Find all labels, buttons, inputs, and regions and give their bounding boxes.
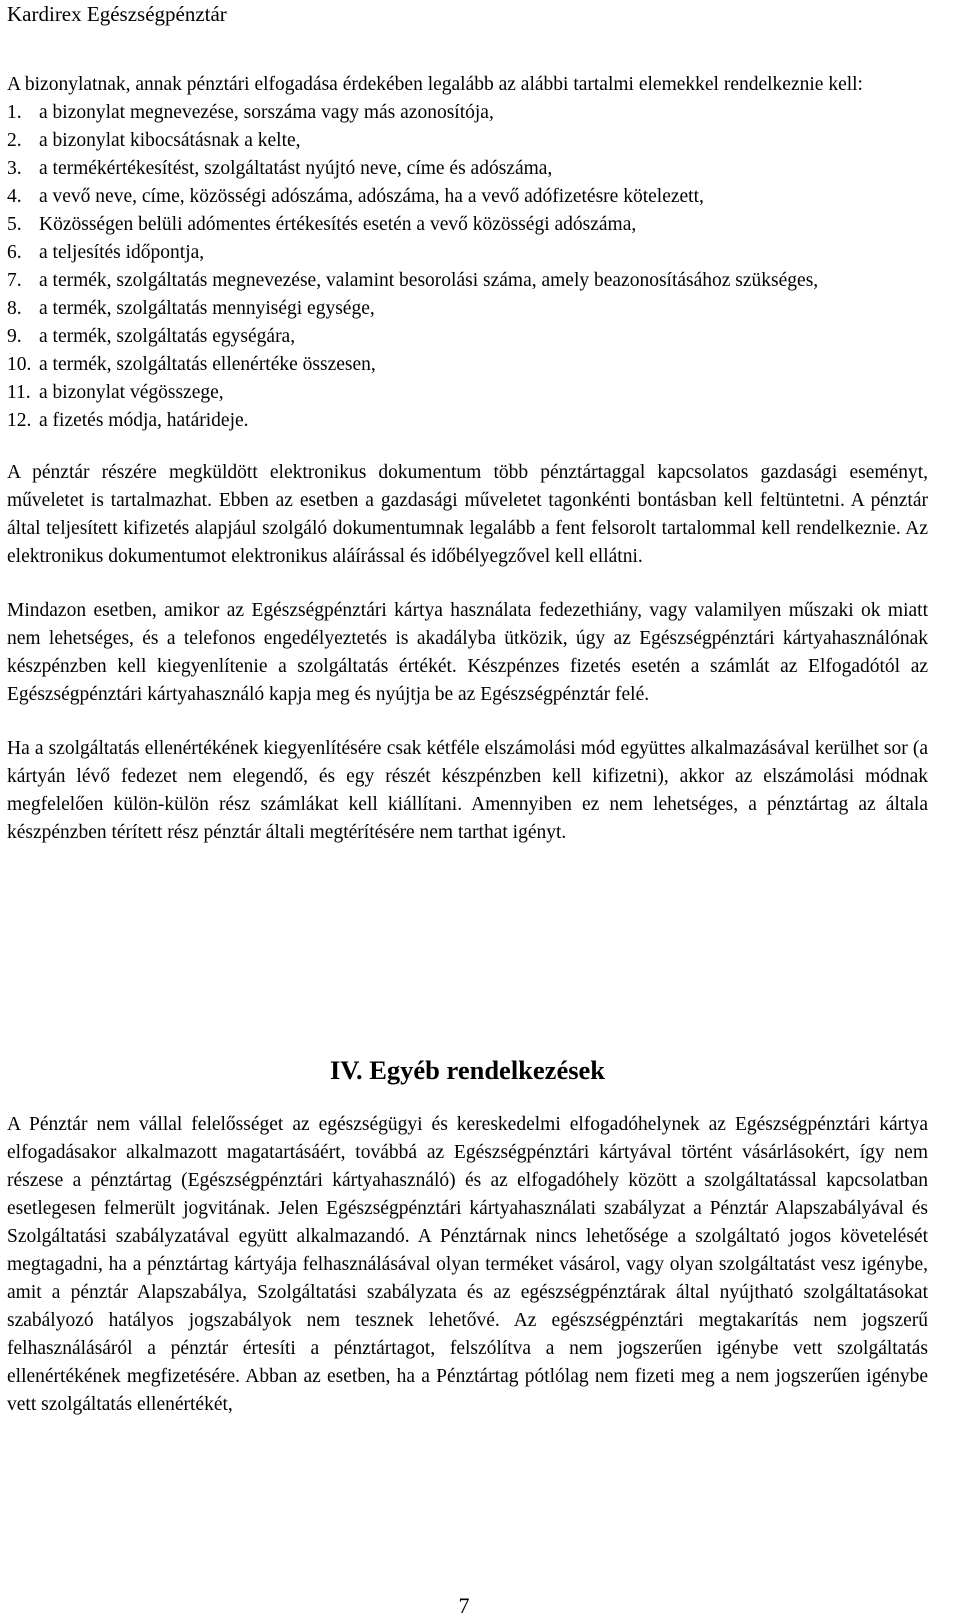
list-item [7, 183, 928, 211]
liability-paragraph: A Pénztár nem vállal felelősséget az egészségügyi és kereskedelmi elfogadóhelynek az Egészségpénztári kártya elfogadásakor alkalmazott magatartásáért, továbbá az Egészségpénztári kártyával történt vásárlásokért, így nem részese a pénztártag (Egészségpénztári kártyahasználó) és az elfogadóhely között a szolgáltatással kapcsolatban esetlegesen felmerült jogvitának. Jelen Egészségpénztári kártyahasználati szabályzat a Pénztár Alapszabályával és Szolgáltatási szabályzatával együtt alkalmazandó. A Pénztárnak nincs lehetősége a szolgáltató jogos követelését megtagadni, ha a pénztártag kártyája felhasználásával olyan terméket vásárol, vagy olyan szolgáltatást vesz igénybe, amit a pénztár Alapszabálya, Szolgáltatási szabályzata és az egészségpénztárak által nyújtható szolgáltatásokat szabályozó hatályos jogszabályok nem tesznek lehetővé. Az egészségpénztári megtakarítás nem jogszerű felhasználásáról a pénztár értesíti a pénztártagot, felszólítva a nem jogszerűen igénybe vett szolgáltatás ellenértékének megfizetésére. Abban az esetben, ha a Pénztártag pótlólag nem fizeti meg a nem jogszerűen igénybe vett szolgáltatás ellenértékét, [7, 1114, 928, 1415]
list-item-number: 5. [7, 214, 22, 235]
list-item [7, 323, 928, 351]
list-item-text: a termék, szolgáltatás egységára, [39, 326, 296, 347]
list-item [7, 127, 928, 155]
page-number: 7 [458, 1593, 470, 1618]
list-item-text: a termékértékesítést, szolgáltatást nyújtó neve, címe és adószáma, [39, 158, 553, 179]
list-item-number: 4. [7, 186, 22, 207]
header-title: Kardirex Egészségpénztár [7, 2, 227, 26]
list-item-number: 3. [7, 158, 22, 179]
liability-section [7, 1111, 928, 1419]
list-item-text: a termék, szolgáltatás megnevezése, valamint besorolási száma, amely beazonosításához szükséges, [39, 270, 819, 291]
list-item-text: a fizetés módja, határideje. [39, 410, 249, 431]
list-item-text: a bizonylat végösszege, [39, 382, 224, 403]
intro-paragraph: A bizonylatnak, annak pénztári elfogadása érdekében legalább az alábbi tartalmi elemekkel rendelkeznie kell: [7, 74, 863, 95]
section-title: IV. Egyéb rendelkezések [329, 1055, 606, 1085]
requirements-list [7, 99, 928, 435]
list-item-text: a bizonylat megnevezése, sorszáma vagy más azonosítója, [39, 102, 494, 123]
cash-payment-paragraph: Mindazon esetben, amikor az Egészségpénztári kártya használata fedezethiány, vagy valamilyen műszaki ok miatt nem lehetséges, és a telefonos engedélyeztetés is akadályba ütközik, úgy az Egészségpénztári kártyahasználónak készpénzben kell kiegyenlítenie a szolgáltatás értékét. Készpénzes fizetés esetén a számlát az Elfogadótól az Egészségpénztári kártyahasználó kapja meg és nyújtja be az Egészségpénztár felé. [7, 600, 928, 705]
list-item-text: Közösségen belüli adómentes értékesítés esetén a vevő közösségi adószáma, [39, 214, 637, 235]
list-item-number: 11. [7, 382, 31, 403]
list-item-text: a vevő neve, címe, közösségi adószáma, adószáma, ha a vevő adófizetésre kötelezett, [39, 186, 704, 207]
list-item [7, 379, 928, 407]
list-item [7, 295, 928, 323]
list-item-number: 1. [7, 102, 22, 123]
document-header [7, 0, 227, 28]
list-item-number: 7. [7, 270, 22, 291]
list-item-text: a termék, szolgáltatás ellenértéke összesen, [39, 354, 376, 375]
list-item-number: 12. [7, 410, 32, 431]
list-item [7, 155, 928, 183]
split-payment-paragraph: Ha a szolgáltatás ellenértékének kiegyenlítésére csak kétféle elszámolási mód együttes alkalmazásával kerülhet sor (a kártyán lévő fedezet nem elegendő, és egy részét készpénzben kell kifizetni), akkor az elszámolási módnak megfelelően külön-külön rész számlákat kell kiállítani. Amennyiben ez nem lehetséges, a pénztártag az általa készpénzben térített rész pénztár általi megtérítésére nem tarthat igényt. [7, 738, 928, 843]
list-item [7, 211, 928, 239]
list-item-number: 10. [7, 354, 32, 375]
list-item-number: 9. [7, 326, 22, 347]
list-item-number: 8. [7, 298, 22, 319]
list-item-number: 6. [7, 242, 22, 263]
list-item [7, 99, 928, 127]
list-item [7, 351, 928, 379]
electronic-document-paragraph: A pénztár részére megküldött elektronikus dokumentum több pénztártaggal kapcsolatos gazdasági eseményt, műveletet is tartalmazhat. Ebben az esetben a gazdasági műveletet tagonkénti bontásban kell feltüntetni. A pénztár által teljesített kifizetés alapjául szolgáló dokumentumnak legalább a fent felsorolt tartalommal kell rendelkeznie. Az elektronikus dokumentumot elektronikus aláírással és időbélyegzővel kell ellátni. [7, 462, 928, 567]
list-item-number: 2. [7, 130, 22, 151]
list-item-text: a bizonylat kibocsátásnak a kelte, [39, 130, 301, 151]
list-item-text: a teljesítés időpontja, [39, 242, 205, 263]
list-item [7, 239, 928, 267]
document-body [7, 71, 928, 847]
list-item-text: a termék, szolgáltatás mennyiségi egysége, [39, 298, 375, 319]
list-item [7, 407, 928, 435]
list-item [7, 267, 928, 295]
